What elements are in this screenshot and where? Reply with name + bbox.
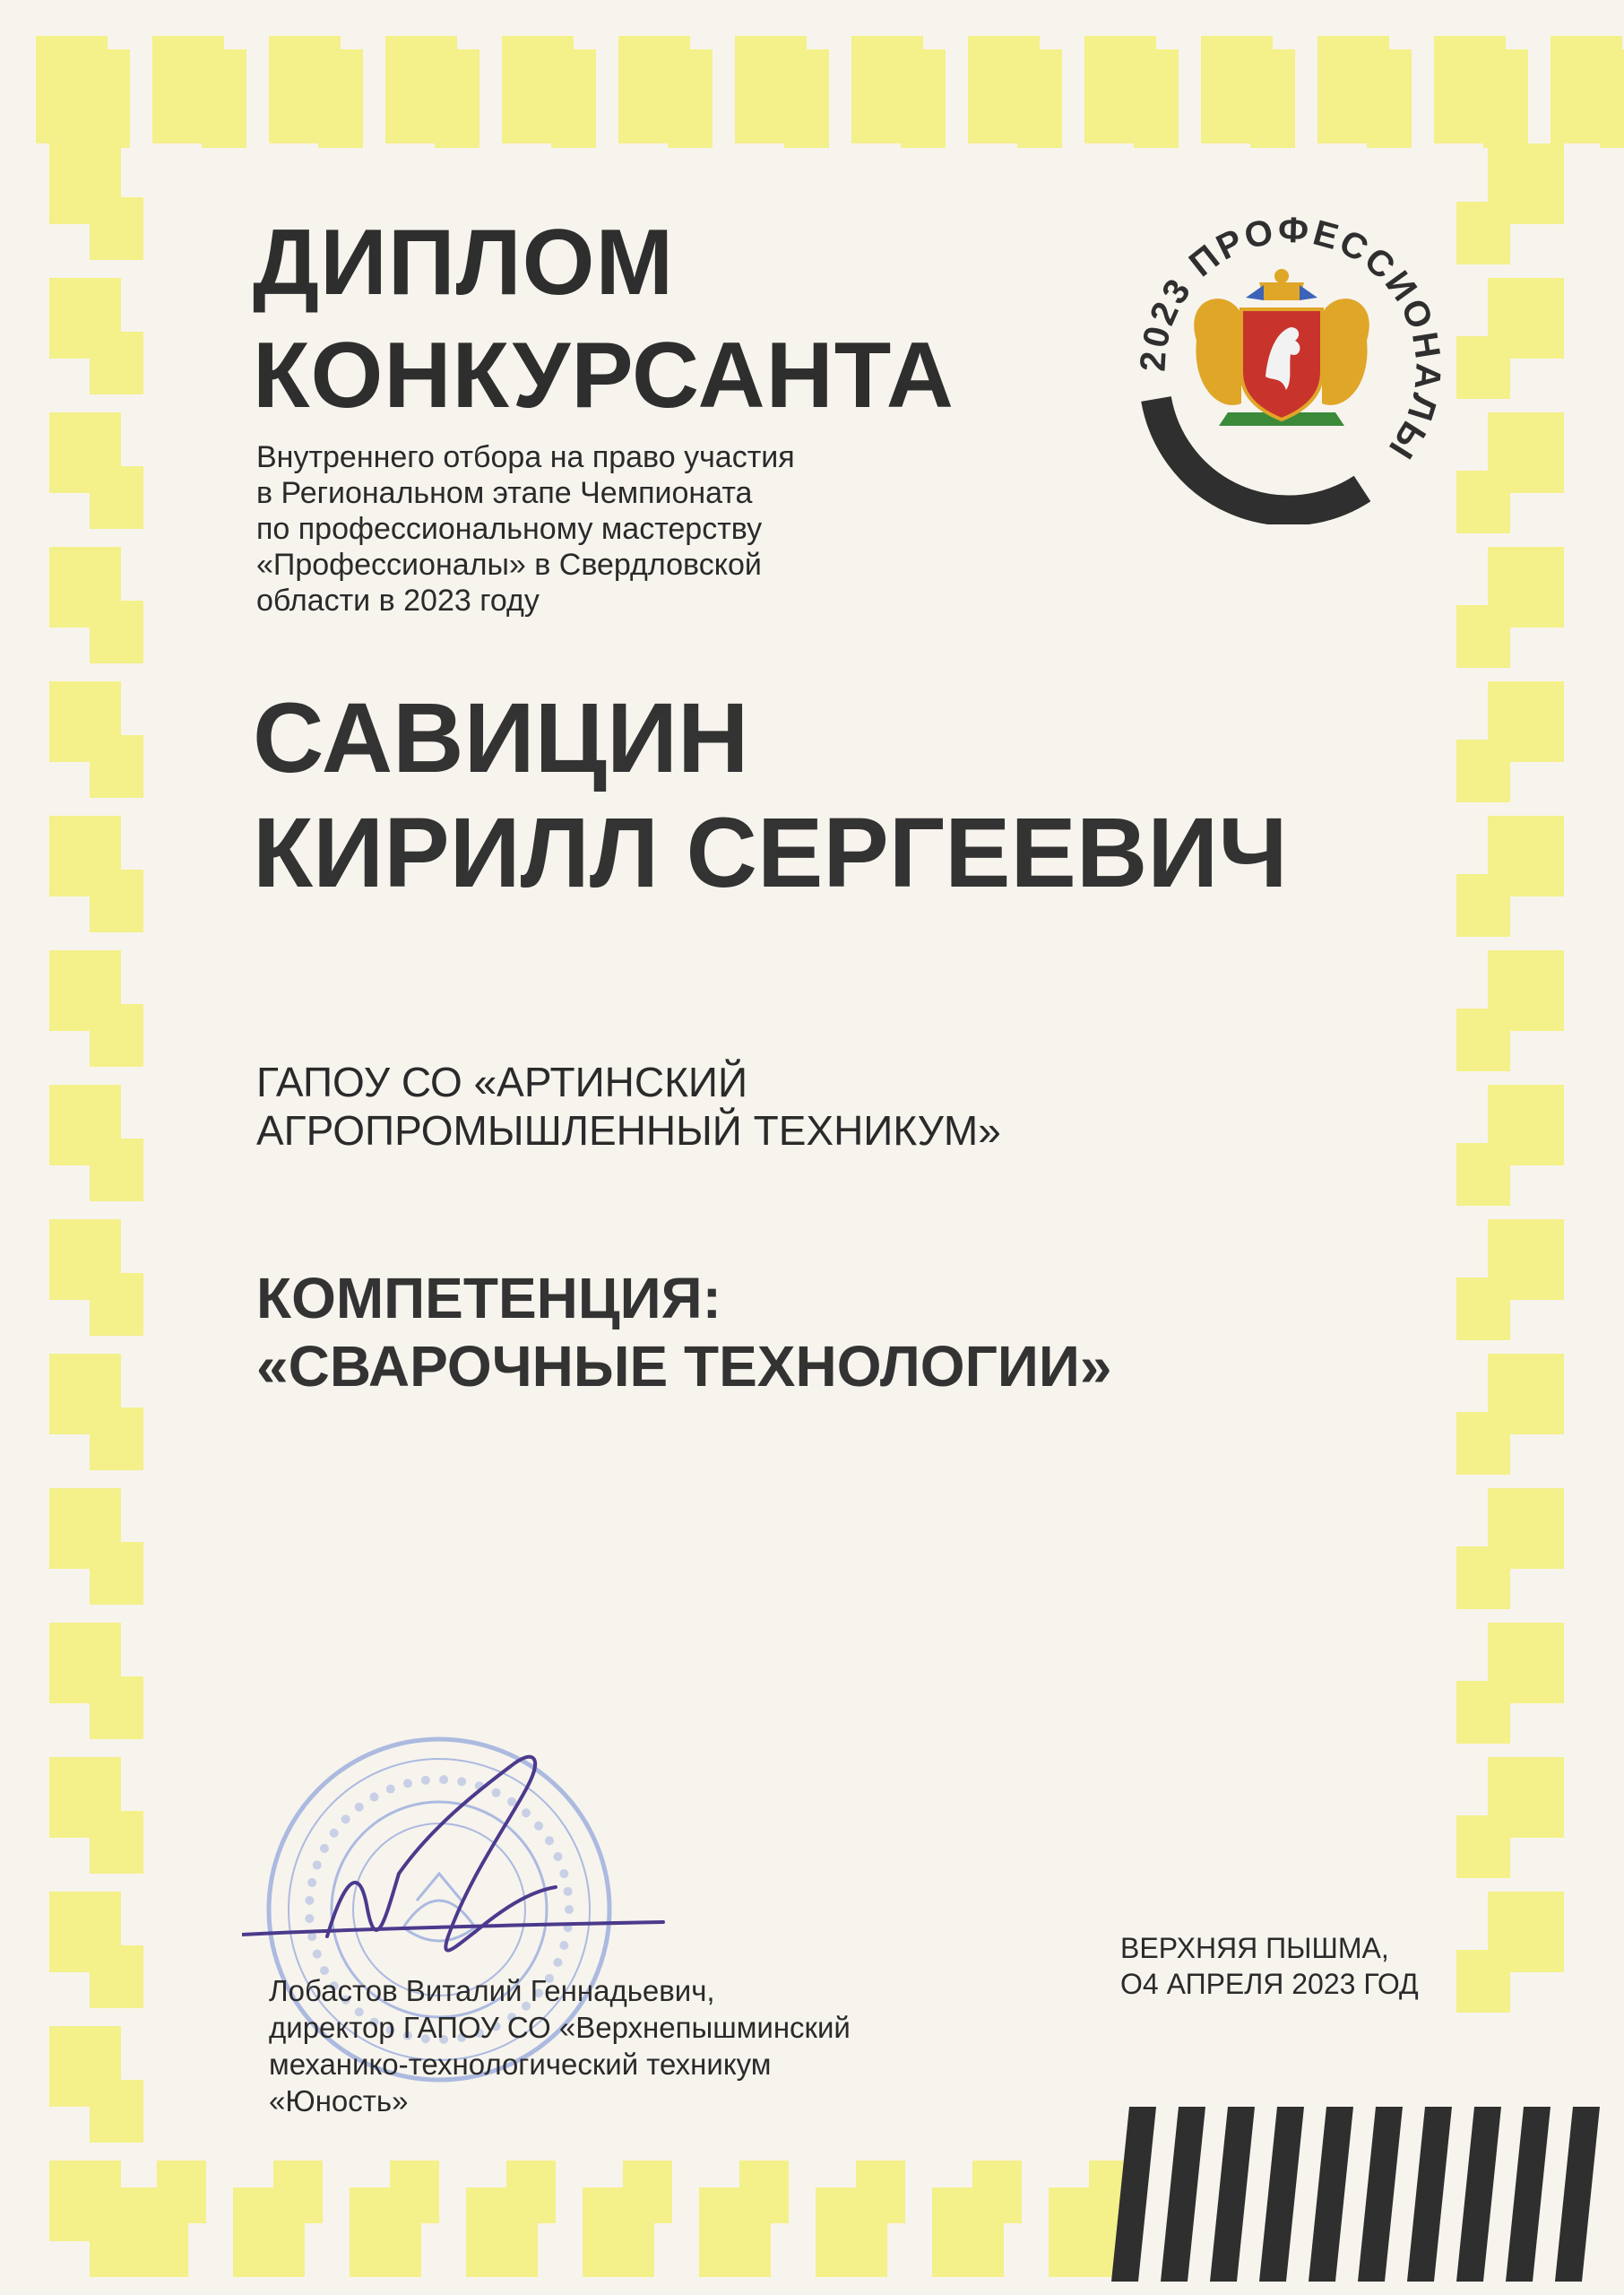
place: ВЕРХНЯЯ ПЫШМА, xyxy=(1120,1932,1389,1964)
competence-value: «СВАРОЧНЫЕ ТЕХНОЛОГИИ» xyxy=(256,1334,1112,1399)
signer-block xyxy=(269,1972,851,2119)
subtitle-line: по профессиональному мастерству xyxy=(256,512,763,546)
recipient-name xyxy=(253,681,1288,911)
title-line-2: КОНКУРСАНТА xyxy=(253,324,955,428)
subtitle-line: Внутреннего отбора на право участия xyxy=(256,440,795,474)
date: О4 АПРЕЛЯ 2023 ГОД xyxy=(1120,1968,1419,2000)
organization xyxy=(256,1058,1001,1155)
professionaly-logo xyxy=(1093,184,1470,524)
subtitle-line: области в 2023 году xyxy=(256,584,540,618)
organization-line-1: ГАПОУ СО «АРТИНСКИЙ xyxy=(256,1059,748,1105)
organization-line-2: АГРОПРОМЫШЛЕННЫЙ ТЕХНИКУМ» xyxy=(256,1107,1001,1154)
signer-line: директор ГАПОУ СО «Верхнепышминский xyxy=(269,2011,851,2044)
coat-of-arms-icon xyxy=(1194,269,1369,426)
signer-line: Лобастов Виталий Геннадьевич, xyxy=(269,1974,715,2007)
diploma-subtitle xyxy=(256,439,902,619)
place-and-date xyxy=(1120,1930,1419,2002)
logo-text: 2023 ПРОФЕССИОНАЛЫ xyxy=(1133,210,1448,468)
signer-line: механико-технологический техникум xyxy=(269,2048,772,2081)
director-signature xyxy=(242,1730,672,1999)
signer-line: «Юность» xyxy=(269,2084,409,2117)
subtitle-line: в Региональном этапе Чемпионата xyxy=(256,476,753,510)
recipient-surname: САВИЦИН xyxy=(253,683,749,793)
subtitle-line: «Профессионалы» в Свердловской xyxy=(256,548,762,582)
title-line-1: ДИПЛОМ xyxy=(253,211,675,315)
competence xyxy=(256,1264,1111,1400)
competence-label: КОМПЕТЕНЦИЯ: xyxy=(256,1266,721,1330)
diploma-title xyxy=(253,206,955,432)
recipient-given-names: КИРИЛЛ СЕРГЕЕВИЧ xyxy=(253,798,1288,908)
